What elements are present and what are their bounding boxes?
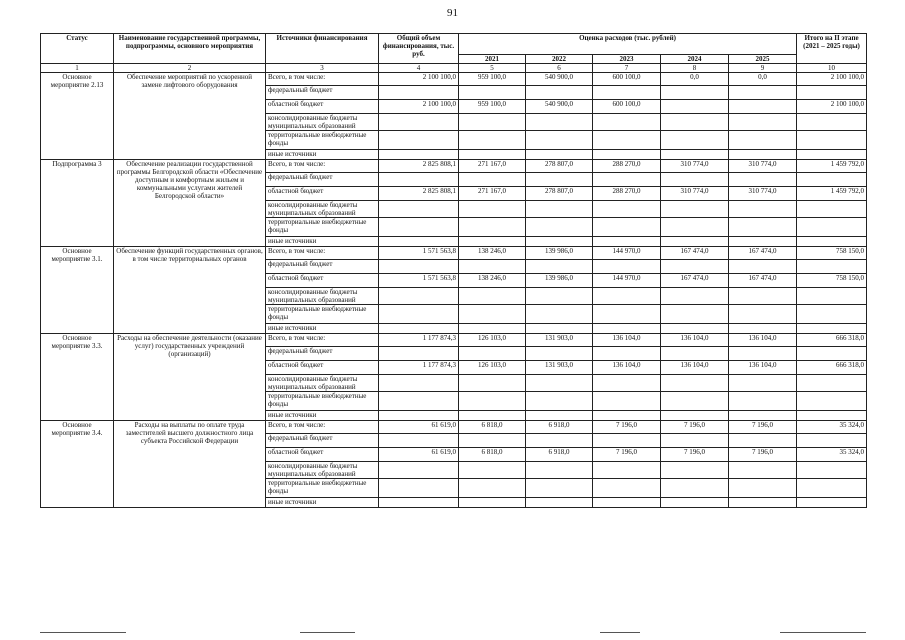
amount-cell (593, 305, 661, 324)
amount-cell: 138 246,0 (459, 247, 526, 260)
amount-cell (379, 86, 459, 100)
amount-cell: 310 774,0 (729, 187, 797, 201)
amount-cell (526, 201, 593, 218)
amount-cell (379, 498, 459, 508)
amount-cell: 666 318,0 (797, 361, 867, 375)
amount-cell (593, 288, 661, 305)
amount-cell: 2 825 808,1 (379, 160, 459, 173)
amount-cell (593, 462, 661, 479)
funding-source: иные источники (266, 237, 379, 247)
amount-cell: 131 903,0 (526, 361, 593, 375)
amount-cell: 7 196,0 (661, 421, 729, 434)
amount-cell (459, 237, 526, 247)
amount-cell: 1 459 792,0 (797, 160, 867, 173)
amount-cell (593, 150, 661, 160)
amount-cell (661, 260, 729, 274)
amount-cell (526, 392, 593, 411)
amount-cell (526, 260, 593, 274)
amount-cell: 167 474,0 (729, 247, 797, 260)
header-total-volume: Общий объем финансирования, тыс. руб. (379, 34, 459, 64)
column-number: 6 (526, 64, 593, 73)
amount-cell (729, 498, 797, 508)
amount-cell (797, 375, 867, 392)
amount-cell (661, 498, 729, 508)
amount-cell: 1 571 563,8 (379, 247, 459, 260)
amount-cell (797, 324, 867, 334)
amount-cell (526, 237, 593, 247)
amount-cell (661, 150, 729, 160)
row-status: Подпрограмма 3 (41, 160, 114, 247)
row-name: Расходы на выплаты по оплате труда заместителей высшего должностного лица субъекта Российской Федерации (114, 421, 266, 508)
header-name: Наименование государственной программы, подпрограммы, основного мероприятия (114, 34, 266, 64)
amount-cell (379, 324, 459, 334)
amount-cell: 167 474,0 (661, 274, 729, 288)
amount-cell (526, 498, 593, 508)
amount-cell (459, 479, 526, 498)
amount-cell (797, 434, 867, 448)
amount-cell (459, 324, 526, 334)
amount-cell (379, 411, 459, 421)
amount-cell (526, 347, 593, 361)
amount-cell (661, 131, 729, 150)
amount-cell (593, 411, 661, 421)
amount-cell (797, 173, 867, 187)
amount-cell (459, 434, 526, 448)
amount-cell (459, 86, 526, 100)
amount-cell (379, 114, 459, 131)
funding-source: территориальные внебюджетные фонды (266, 131, 379, 150)
amount-cell (379, 150, 459, 160)
amount-cell (459, 288, 526, 305)
amount-cell: 1 571 563,8 (379, 274, 459, 288)
amount-cell (661, 237, 729, 247)
amount-cell: 0,0 (729, 73, 797, 86)
amount-cell (797, 114, 867, 131)
amount-cell (593, 260, 661, 274)
funding-source: федеральный бюджет (266, 434, 379, 448)
amount-cell: 1 459 792,0 (797, 187, 867, 201)
funding-source: областной бюджет (266, 274, 379, 288)
amount-cell (661, 218, 729, 237)
table-row (41, 247, 867, 260)
amount-cell (379, 288, 459, 305)
amount-cell: 7 196,0 (729, 448, 797, 462)
funding-source: Всего, в том числе: (266, 334, 379, 347)
amount-cell: 666 318,0 (797, 334, 867, 347)
column-number: 7 (593, 64, 661, 73)
amount-cell: 271 167,0 (459, 160, 526, 173)
amount-cell: 1 177 874,3 (379, 361, 459, 375)
amount-cell: 288 270,0 (593, 187, 661, 201)
amount-cell: 6 918,0 (526, 421, 593, 434)
amount-cell (459, 150, 526, 160)
funding-source: федеральный бюджет (266, 347, 379, 361)
amount-cell (593, 131, 661, 150)
amount-cell (797, 462, 867, 479)
amount-cell: 6 818,0 (459, 421, 526, 434)
amount-cell: 310 774,0 (729, 160, 797, 173)
funding-source: Всего, в том числе: (266, 421, 379, 434)
amount-cell (459, 411, 526, 421)
amount-cell: 0,0 (661, 73, 729, 86)
budget-table (40, 33, 867, 508)
amount-cell (593, 86, 661, 100)
amount-cell (729, 100, 797, 114)
amount-cell (797, 237, 867, 247)
page-number: 91 (447, 7, 458, 19)
row-name: Обеспечение функций государственных органов, в том числе территориальных органов (114, 247, 266, 334)
column-number: 9 (729, 64, 797, 73)
amount-cell (379, 260, 459, 274)
funding-source: областной бюджет (266, 100, 379, 114)
amount-cell: 540 900,0 (526, 100, 593, 114)
funding-source: консолидированные бюджеты муниципальных образований (266, 375, 379, 392)
header-year: 2023 (593, 55, 661, 64)
amount-cell (797, 411, 867, 421)
header-status: Статус (41, 34, 114, 64)
amount-cell (593, 324, 661, 334)
amount-cell (526, 479, 593, 498)
funding-source: областной бюджет (266, 187, 379, 201)
amount-cell: 139 986,0 (526, 247, 593, 260)
amount-cell: 600 100,0 (593, 73, 661, 86)
amount-cell: 310 774,0 (661, 187, 729, 201)
amount-cell (459, 392, 526, 411)
amount-cell: 288 270,0 (593, 160, 661, 173)
amount-cell (797, 150, 867, 160)
amount-cell (797, 392, 867, 411)
amount-cell: 35 324,0 (797, 421, 867, 434)
amount-cell: 7 196,0 (729, 421, 797, 434)
footer-rule (600, 632, 640, 633)
table-row (41, 160, 867, 173)
amount-cell: 959 100,0 (459, 73, 526, 86)
amount-cell (593, 218, 661, 237)
amount-cell (661, 479, 729, 498)
amount-cell: 144 970,0 (593, 274, 661, 288)
funding-source: консолидированные бюджеты муниципальных образований (266, 114, 379, 131)
amount-cell (797, 131, 867, 150)
amount-cell (661, 288, 729, 305)
amount-cell (593, 201, 661, 218)
amount-cell: 61 619,0 (379, 448, 459, 462)
amount-cell (729, 86, 797, 100)
amount-cell (797, 86, 867, 100)
header-estimate: Оценка расходов (тыс. рублей) (459, 34, 797, 55)
amount-cell (797, 201, 867, 218)
amount-cell (459, 260, 526, 274)
row-name: Расходы на обеспечение деятельности (оказание услуг) государственных учреждений (организаций) (114, 334, 266, 421)
amount-cell: 136 104,0 (729, 334, 797, 347)
amount-cell: 2 100 100,0 (379, 100, 459, 114)
funding-source: территориальные внебюджетные фонды (266, 392, 379, 411)
amount-cell: 758 150,0 (797, 247, 867, 260)
amount-cell (526, 324, 593, 334)
amount-cell (379, 201, 459, 218)
amount-cell (729, 434, 797, 448)
amount-cell: 136 104,0 (661, 361, 729, 375)
funding-source: областной бюджет (266, 448, 379, 462)
amount-cell (526, 150, 593, 160)
funding-source: территориальные внебюджетные фонды (266, 305, 379, 324)
row-status: Основное мероприятие 3.4. (41, 421, 114, 508)
funding-source: федеральный бюджет (266, 260, 379, 274)
amount-cell (526, 114, 593, 131)
amount-cell (593, 114, 661, 131)
amount-cell (526, 434, 593, 448)
funding-source: Всего, в том числе: (266, 73, 379, 86)
amount-cell (661, 305, 729, 324)
amount-cell: 35 324,0 (797, 448, 867, 462)
amount-cell (593, 479, 661, 498)
amount-cell (593, 498, 661, 508)
amount-cell: 2 100 100,0 (797, 73, 867, 86)
amount-cell: 7 196,0 (593, 421, 661, 434)
amount-cell (526, 411, 593, 421)
column-number: 3 (266, 64, 379, 73)
amount-cell (379, 305, 459, 324)
amount-cell (797, 498, 867, 508)
amount-cell: 167 474,0 (729, 274, 797, 288)
amount-cell (729, 462, 797, 479)
amount-cell (379, 434, 459, 448)
amount-cell (459, 498, 526, 508)
amount-cell (379, 375, 459, 392)
amount-cell (661, 201, 729, 218)
amount-cell (379, 173, 459, 187)
amount-cell (593, 392, 661, 411)
funding-source: иные источники (266, 150, 379, 160)
amount-cell: 2 100 100,0 (379, 73, 459, 86)
amount-cell (379, 462, 459, 479)
amount-cell: 131 903,0 (526, 334, 593, 347)
amount-cell (729, 347, 797, 361)
footer-rule (300, 632, 355, 633)
amount-cell: 167 474,0 (661, 247, 729, 260)
amount-cell: 600 100,0 (593, 100, 661, 114)
amount-cell (526, 173, 593, 187)
funding-source: консолидированные бюджеты муниципальных образований (266, 462, 379, 479)
amount-cell (459, 131, 526, 150)
column-number: 8 (661, 64, 729, 73)
funding-source: территориальные внебюджетные фонды (266, 479, 379, 498)
amount-cell (729, 411, 797, 421)
header-year: 2022 (526, 55, 593, 64)
funding-source: иные источники (266, 498, 379, 508)
amount-cell (593, 237, 661, 247)
amount-cell: 271 167,0 (459, 187, 526, 201)
funding-source: территориальные внебюджетные фонды (266, 218, 379, 237)
amount-cell (379, 131, 459, 150)
funding-source: иные источники (266, 324, 379, 334)
amount-cell (729, 324, 797, 334)
amount-cell (379, 479, 459, 498)
amount-cell (459, 173, 526, 187)
amount-cell: 139 986,0 (526, 274, 593, 288)
amount-cell (526, 375, 593, 392)
amount-cell (379, 347, 459, 361)
column-number: 2 (114, 64, 266, 73)
amount-cell (729, 260, 797, 274)
amount-cell (729, 479, 797, 498)
amount-cell (661, 86, 729, 100)
amount-cell: 2 825 808,1 (379, 187, 459, 201)
amount-cell (661, 462, 729, 479)
amount-cell (593, 434, 661, 448)
amount-cell (797, 347, 867, 361)
amount-cell: 61 619,0 (379, 421, 459, 434)
funding-source: федеральный бюджет (266, 173, 379, 187)
row-status: Основное мероприятие 3.3. (41, 334, 114, 421)
funding-source: консолидированные бюджеты муниципальных образований (266, 201, 379, 218)
amount-cell (459, 114, 526, 131)
amount-cell (526, 288, 593, 305)
amount-cell (459, 305, 526, 324)
column-number: 4 (379, 64, 459, 73)
amount-cell (729, 173, 797, 187)
row-name: Обеспечение реализации государственной программы Белгородской области «Обеспечение доступным и комфортным жильем и коммунальными услугами жителей Белгородской области» (114, 160, 266, 247)
amount-cell: 1 177 874,3 (379, 334, 459, 347)
amount-cell: 540 900,0 (526, 73, 593, 86)
amount-cell (379, 237, 459, 247)
amount-cell (661, 100, 729, 114)
amount-cell (526, 462, 593, 479)
amount-cell: 138 246,0 (459, 274, 526, 288)
column-number: 10 (797, 64, 867, 73)
amount-cell (459, 375, 526, 392)
amount-cell: 126 103,0 (459, 361, 526, 375)
amount-cell (729, 392, 797, 411)
amount-cell (379, 218, 459, 237)
amount-cell: 278 807,0 (526, 187, 593, 201)
amount-cell (526, 305, 593, 324)
amount-cell (526, 218, 593, 237)
footer-rule (40, 632, 126, 633)
row-status: Основное мероприятие 3.1. (41, 247, 114, 334)
amount-cell: 136 104,0 (593, 361, 661, 375)
amount-cell: 136 104,0 (661, 334, 729, 347)
amount-cell (459, 218, 526, 237)
amount-cell: 959 100,0 (459, 100, 526, 114)
amount-cell (797, 260, 867, 274)
amount-cell (661, 392, 729, 411)
header-year: 2024 (661, 55, 729, 64)
amount-cell: 126 103,0 (459, 334, 526, 347)
amount-cell (729, 288, 797, 305)
amount-cell (797, 288, 867, 305)
column-number: 1 (41, 64, 114, 73)
row-status: Основное мероприятие 2.13 (41, 73, 114, 160)
amount-cell (729, 375, 797, 392)
amount-cell (593, 173, 661, 187)
amount-cell: 758 150,0 (797, 274, 867, 288)
amount-cell: 6 918,0 (526, 448, 593, 462)
header-sources: Источники финансирования (266, 34, 379, 64)
amount-cell (661, 114, 729, 131)
amount-cell (729, 150, 797, 160)
amount-cell: 7 196,0 (593, 448, 661, 462)
amount-cell (459, 347, 526, 361)
amount-cell (661, 173, 729, 187)
amount-cell (797, 479, 867, 498)
table-row (41, 334, 867, 347)
amount-cell: 278 807,0 (526, 160, 593, 173)
funding-source: консолидированные бюджеты муниципальных образований (266, 288, 379, 305)
header-total-stage: Итого на II этапе (2021 – 2025 годы) (797, 34, 867, 64)
table-row (41, 73, 867, 86)
header-year: 2021 (459, 55, 526, 64)
amount-cell (729, 201, 797, 218)
amount-cell (729, 114, 797, 131)
amount-cell: 2 100 100,0 (797, 100, 867, 114)
funding-source: федеральный бюджет (266, 86, 379, 100)
amount-cell (661, 411, 729, 421)
amount-cell (729, 237, 797, 247)
amount-cell (459, 201, 526, 218)
amount-cell (729, 305, 797, 324)
amount-cell (459, 462, 526, 479)
funding-source: Всего, в том числе: (266, 247, 379, 260)
amount-cell (661, 375, 729, 392)
amount-cell (593, 375, 661, 392)
header-year: 2025 (729, 55, 797, 64)
amount-cell: 144 970,0 (593, 247, 661, 260)
footer-rule (780, 632, 866, 633)
table-row (41, 421, 867, 434)
row-name: Обеспечение мероприятий по ускоренной замене лифтового оборудования (114, 73, 266, 160)
amount-cell (661, 434, 729, 448)
funding-source: областной бюджет (266, 361, 379, 375)
amount-cell (661, 347, 729, 361)
amount-cell: 6 818,0 (459, 448, 526, 462)
amount-cell (729, 218, 797, 237)
funding-source: иные источники (266, 411, 379, 421)
column-number: 5 (459, 64, 526, 73)
amount-cell: 7 196,0 (661, 448, 729, 462)
amount-cell (526, 86, 593, 100)
amount-cell (379, 392, 459, 411)
amount-cell (593, 347, 661, 361)
amount-cell (661, 324, 729, 334)
amount-cell: 310 774,0 (661, 160, 729, 173)
amount-cell (797, 305, 867, 324)
amount-cell (526, 131, 593, 150)
amount-cell (797, 218, 867, 237)
amount-cell: 136 104,0 (593, 334, 661, 347)
amount-cell (729, 131, 797, 150)
amount-cell: 136 104,0 (729, 361, 797, 375)
funding-source: Всего, в том числе: (266, 160, 379, 173)
